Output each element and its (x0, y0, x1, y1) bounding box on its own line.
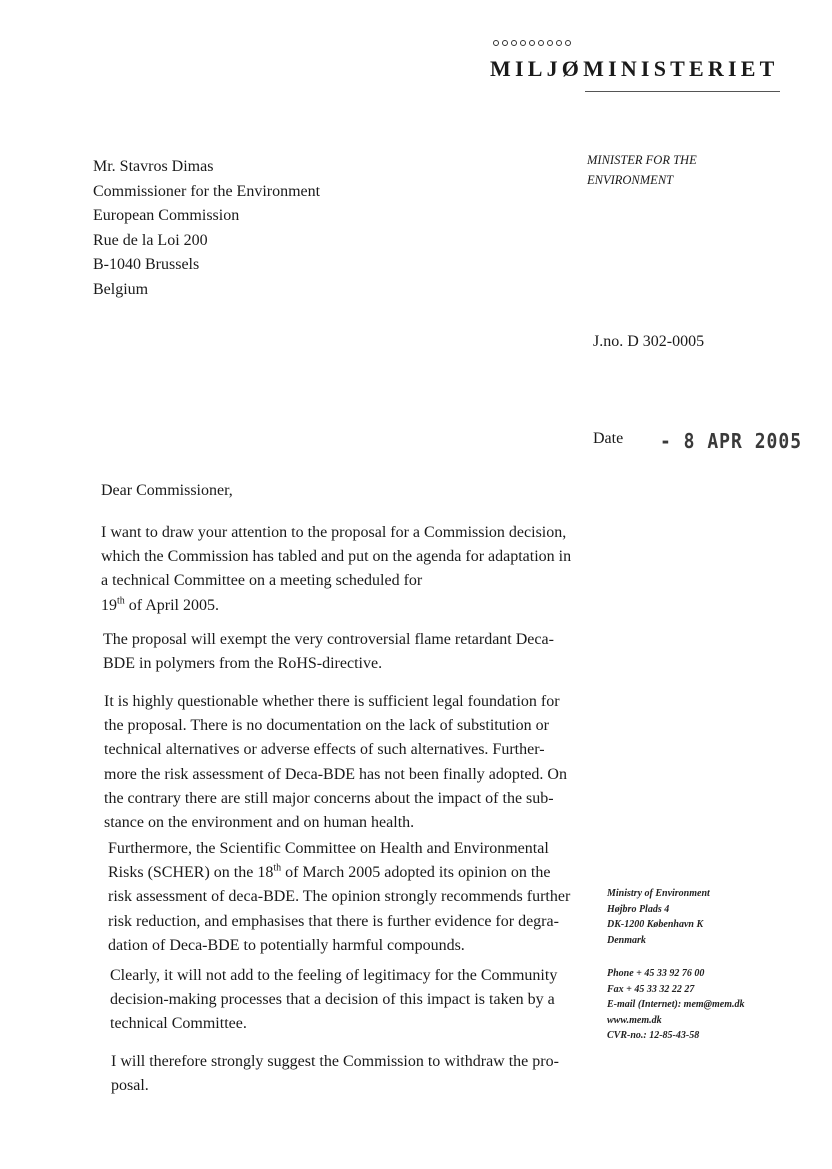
body-paragraph-5 (110, 964, 557, 1037)
logo-dot (511, 40, 517, 46)
body-line: Furthermore, the Scientific Committee on Health and Environmental (108, 840, 549, 857)
recipient-line: European Commission (93, 207, 240, 224)
salutation: Dear Commissioner, (101, 482, 233, 499)
ordinal-suffix: th (273, 862, 282, 874)
body-line: BDE in polymers from the RoHS-directive. (103, 655, 383, 673)
body-line (101, 594, 571, 618)
body-line: more the risk assessment of Deca-BDE has not been finally adopted. On (104, 765, 567, 783)
logo-dot (520, 40, 526, 46)
date-label: Date (593, 430, 624, 447)
body-line: risk assessment of deca-BDE. The opinion strongly recommends further (108, 888, 571, 906)
body-paragraph-6 (111, 1050, 559, 1098)
recipient-line: Belgium (93, 280, 149, 298)
body-line: stance on the environment and on human health. (104, 814, 415, 832)
body-line: the contrary there are still major concerns about the impact of the sub- (104, 789, 554, 807)
body-paragraph-3 (104, 690, 567, 835)
body-line (108, 861, 570, 885)
contact-line: Fax + 45 33 32 22 27 (607, 983, 695, 995)
body-line: which the Commission has tabled and put on the agenda for adaptation in (101, 548, 572, 566)
contact-line: E-mail (Internet): mem@mem.dk (607, 999, 745, 1011)
contact-line: Denmark (607, 934, 646, 946)
body-line: I want to draw your attention to the proposal for a Commission decision, (101, 524, 567, 541)
logo-dot (565, 40, 571, 46)
body-line: dation of Deca-BDE to potentially harmful compounds. (108, 936, 465, 954)
logo-dots (493, 40, 571, 46)
body-paragraph-2 (103, 628, 554, 676)
contact-line: Ministry of Environment (607, 888, 710, 899)
logo-dot (556, 40, 562, 46)
body-line: technical alternatives or adverse effects of such alternatives. Further- (104, 741, 545, 759)
contact-line: Phone + 45 33 92 76 00 (607, 968, 705, 979)
body-line: the proposal. There is no documentation on the lack of substitution or (104, 717, 549, 735)
body-line: risk reduction, and emphasises that there is further evidence for degra- (108, 912, 559, 930)
date-day: 19 (101, 596, 117, 614)
logo-dot (538, 40, 544, 46)
recipient-line: Mr. Stavros Dimas (93, 158, 214, 175)
body-line: decision-making processes that a decision of this impact is taken by a (110, 991, 555, 1009)
body-line: Clearly, it will not add to the feeling of legitimacy for the Community (110, 967, 558, 984)
ministry-logo-text: MILJØMINISTERIET (490, 56, 779, 81)
recipient-line: Commissioner for the Environment (93, 182, 321, 200)
body-paragraph-4 (108, 837, 570, 958)
contact-line: DK-1200 København K (607, 919, 704, 931)
sender-title-line: MINISTER FOR THE (587, 153, 697, 167)
logo-underline (585, 91, 780, 92)
body-line: It is highly questionable whether there is sufficient legal foundation for (104, 693, 560, 710)
date-stamp: - 8 APR 2005 (660, 429, 803, 454)
contact-line: Højbro Plads 4 (607, 903, 670, 915)
body-paragraph-1 (101, 521, 571, 618)
ordinal-suffix: th (117, 595, 125, 607)
contact-line: CVR-no.: 12-85-43-58 (607, 1030, 700, 1042)
recipient-line: B-1040 Brussels (93, 256, 200, 273)
body-line-part: Risks (SCHER) on the 18 (108, 864, 274, 882)
body-line: The proposal will exempt the very controversial flame retardant Deca- (103, 631, 554, 648)
sender-title-line: ENVIRONMENT (587, 173, 674, 187)
body-line: a technical Committee on a meeting scheduled for (101, 572, 423, 590)
body-line: posal. (111, 1077, 149, 1095)
ministry-address-block (607, 886, 710, 948)
ministry-contact-block (607, 966, 744, 1044)
body-line: technical Committee. (110, 1015, 247, 1033)
date-rest: of April 2005. (124, 596, 219, 614)
contact-line: www.mem.dk (607, 1014, 662, 1026)
body-line: I will therefore strongly suggest the Commission to withdraw the pro- (111, 1053, 559, 1070)
body-line-part: of March 2005 adopted its opinion on the (281, 864, 551, 882)
sender-title (587, 150, 697, 190)
logo-dot (529, 40, 535, 46)
recipient-address (93, 155, 320, 302)
logo-dot (493, 40, 499, 46)
logo-dot (547, 40, 553, 46)
recipient-line: Rue de la Loi 200 (93, 231, 208, 249)
journal-number: J.no. D 302-0005 (593, 333, 705, 350)
logo-dot (502, 40, 508, 46)
